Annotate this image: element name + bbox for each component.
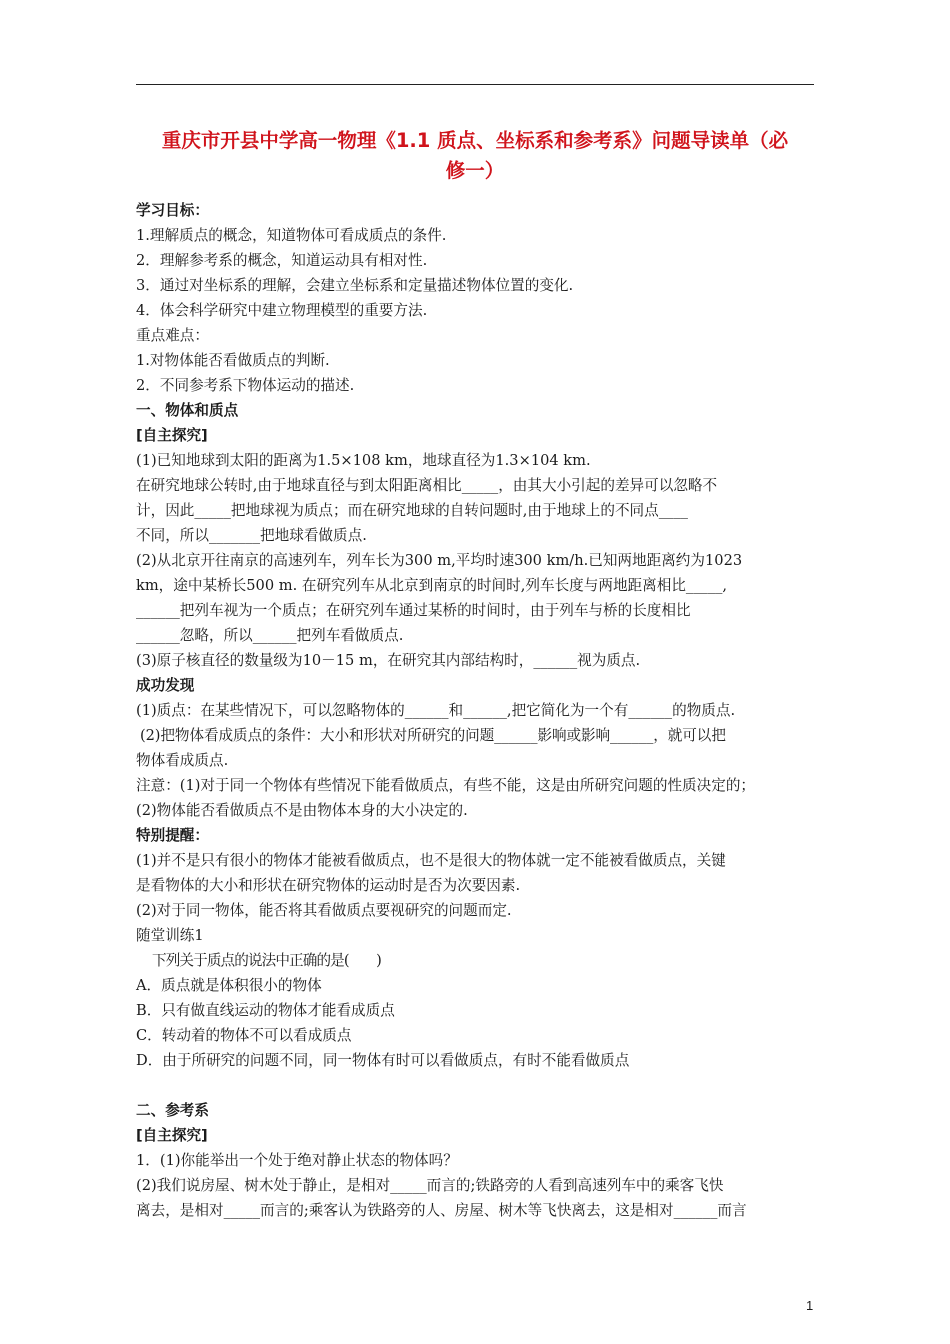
body-line: (1)并不是只有很小的物体才能被看做质点，也不是很大的物体就一定不能被看做质点，关键: [136, 852, 726, 869]
body-line: (2)对于同一物体，能否将其看做质点要视研究的问题而定.: [136, 902, 512, 919]
body-line: (1)质点：在某些情况下，可以忽略物体的______和______,把它简化为一个有______的物质点.: [136, 702, 736, 719]
body-line: 注意：(1)对于同一个物体有些情况下能看做质点，有些不能，这是由所研究问题的性质决定的；: [136, 777, 756, 794]
page-number: 1: [806, 1298, 814, 1313]
body-line: 是看物体的大小和形状在研究物体的运动时是否为次要因素.: [136, 877, 521, 894]
body-line: 1.对物体能否看做质点的判断.: [136, 352, 330, 369]
body-line: 物体看成质点.: [136, 752, 229, 769]
option-a: A．质点就是体积很小的物体: [136, 977, 322, 994]
body-line: 重点难点：: [136, 327, 209, 344]
body-line: 2．理解参考系的概念，知道运动具有相对性.: [136, 252, 428, 269]
body-line: ______忽略，所以______把列车看做质点.: [136, 627, 404, 644]
body-line: km，途中某桥长500 m. 在研究列车从北京到南京的时间时,列车长度与两地距离相比_____,: [136, 577, 728, 594]
body-line: 3．通过对坐标系的理解，会建立坐标系和定量描述物体位置的变化.: [136, 277, 574, 294]
question-stem: 下列关于质点的说法中正确的是( ): [152, 952, 381, 969]
option-d: D．由于所研究的问题不同，同一物体有时可以看做质点，有时不能看做质点: [136, 1052, 630, 1069]
body-line: 不同，所以_______把地球看做质点.: [136, 527, 367, 544]
document-title: [130, 126, 820, 186]
section-heading-objectives: 学习目标：: [136, 202, 209, 219]
header-rule: [136, 84, 814, 85]
title-line-1: 重庆市开县中学高一物理《1.1 质点、坐标系和参考系》问题导读单（必: [161, 129, 789, 152]
body-line: 2．不同参考系下物体运动的描述.: [136, 377, 355, 394]
body-line: (2)从北京开往南京的高速列车，列车长为300 m,平均时速300 km/h.已知两地距离约为1023: [136, 552, 743, 569]
section-heading-2: 二、参考系: [136, 1102, 209, 1119]
body-line: (1)已知地球到太阳的距离为1.5×108 km，地球直径为1.3×104 km.: [136, 452, 591, 469]
body-line: (2)我们说房屋、树木处于静止，是相对_____而言的;铁路旁的人看到高速列车中的乘客飞快: [136, 1177, 724, 1194]
body-line: (3)原子核直径的数量级为10－15 m，在研究其内部结构时，______视为质点.: [136, 652, 641, 669]
option-c: C．转动着的物体不可以看成质点: [136, 1027, 352, 1044]
body-line: (2)物体能否看做质点不是由物体本身的大小决定的.: [136, 802, 468, 819]
body-line: 离去，是相对_____而言的;乘客认为铁路旁的人、房屋、树木等飞快离去，这是相对______而言: [136, 1202, 747, 1219]
title-line-2: 修一）: [445, 159, 505, 182]
body-line: 在研究地球公转时,由于地球直径与到太阳距离相比_____，由其大小引起的差异可以忽略不: [136, 477, 718, 494]
body-line: 1.理解质点的概念，知道物体可看成质点的条件.: [136, 227, 447, 244]
body-line: 4．体会科学研究中建立物理模型的重要方法.: [136, 302, 428, 319]
subsection-heading: 特别提醒：: [136, 827, 209, 844]
subsection-heading: 成功发现: [136, 677, 195, 694]
section-heading-1: 一、物体和质点: [136, 402, 239, 419]
body-line: 1．(1)你能举出一个处于绝对静止状态的物体吗？: [136, 1152, 458, 1169]
option-b: B．只有做直线运动的物体才能看成质点: [136, 1002, 395, 1019]
exercise-heading: 随堂训练1: [136, 927, 204, 944]
subsection-heading: [自主探究]: [136, 427, 208, 444]
body-line: ______把列车视为一个质点；在研究列车通过某桥的时间时，由于列车与桥的长度相比: [136, 602, 691, 619]
body-line: 计，因此_____把地球视为质点；而在研究地球的自转问题时,由于地球上的不同点____: [136, 502, 688, 519]
subsection-heading: [自主探究]: [136, 1127, 208, 1144]
body-line: (2)把物体看成质点的条件：大小和形状对所研究的问题______影响或影响______，就可以把: [140, 727, 726, 744]
